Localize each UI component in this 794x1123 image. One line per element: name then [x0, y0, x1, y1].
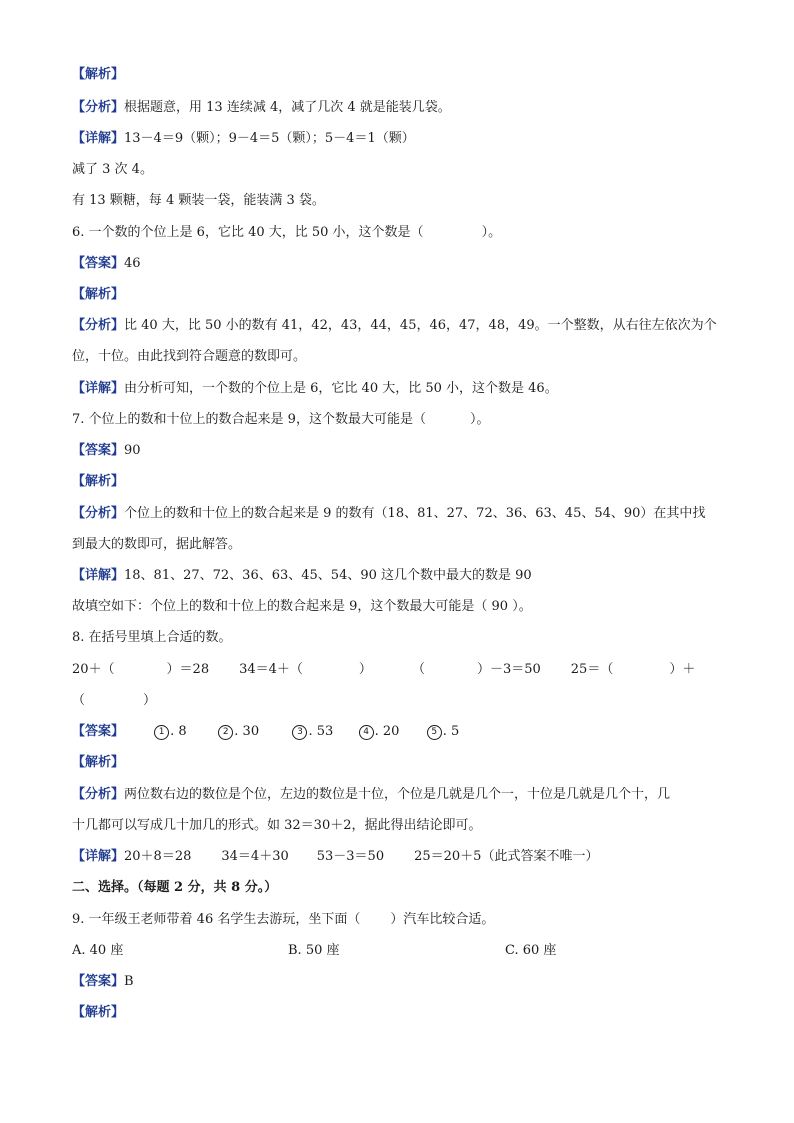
q6-answer-line [72, 255, 141, 273]
circled-number-icon: 2 [218, 725, 233, 740]
q7-answer: 90 [124, 443, 141, 458]
q8-answer-4: 4 . 20 [359, 723, 423, 741]
q7-question [72, 411, 489, 429]
q9-option-a: A. 40 座 [72, 943, 124, 958]
q9-answer-line [72, 973, 134, 991]
section-heading: 二、选择。（每题 2 分，共 8 分。） [72, 880, 278, 895]
q8-equations-line2: （ ） [72, 693, 157, 708]
fenxi-tag: 【分析】 [72, 506, 125, 521]
q8-eq2: 34＝4＋（ ） [239, 662, 372, 677]
q8-fenxi-text-1: 两位数右边的数位是个位，左边的数位是十位，个位是几就是几个一，十位是几就是几个十，几 [124, 787, 671, 802]
q8-eq3: （ ）－3＝50 [411, 662, 541, 677]
q9-question-end: ）汽车比较合适。 [390, 912, 495, 927]
q5-fenxi-text: 根据题意，用 13 连续减 4，减了几次 4 就是能装几袋。 [124, 100, 451, 115]
q7-xiangjie-text: 18、81、27、72、36、63、45、54、90 这几个数中最大的数是 90 [124, 568, 532, 583]
q7-question-end: ）。 [469, 412, 490, 427]
q8-xj-4: 25＝20＋5（此式答案不唯一） [414, 849, 599, 864]
daan-tag: 【答案】 [72, 974, 125, 989]
jiexi-tag: 【解析】 [72, 1005, 125, 1020]
q8-xj-1: 20＋8＝28 [124, 849, 192, 864]
xiangjie-tag: 【详解】 [72, 568, 125, 583]
q7-question-text: 7. 个位上的数和十位上的数合起来是 9，这个数最大可能是（ [72, 412, 426, 427]
q8-answer-2: 2 . 30 [218, 723, 288, 741]
jiexi-tag: 【解析】 [72, 474, 125, 489]
q7-xiangjie-line [72, 567, 532, 585]
q8-fenxi-line [72, 786, 670, 804]
q8-answer-5: 5 . 5 [427, 723, 487, 741]
q9-jiexi-line [72, 1004, 124, 1022]
q5-jiexi-line [72, 66, 124, 84]
q8-answer-line [72, 723, 487, 741]
q7-conclusion: 故填空如下：个位上的数和十位上的数合起来是 9，这个数最大可能是（ 90 ）。 [72, 599, 532, 614]
fenxi-tag: 【分析】 [72, 318, 125, 333]
q8-equations-line [72, 661, 695, 679]
q9-question [72, 911, 494, 929]
q6-fenxi-text-1: 比 40 大，比 50 小的数有 41，42，43，44，45，46，47，48，49。一个整数，从右往左依次为个 [124, 318, 717, 333]
q6-xiangjie-line [72, 380, 558, 398]
q7-fenxi-text-1: 个位上的数和十位上的数合起来是 9 的数有（18、81、27、72、36、63、45、54、90）在其中找 [124, 506, 706, 521]
q9-option-b: B. 50 座 [288, 943, 340, 958]
q5-text-line2: 有 13 颗糖，每 4 颗装一袋，能装满 3 袋。 [72, 193, 325, 208]
q9-question-text: 9. 一年级王老师带着 46 名学生去游玩，坐下面（ [72, 912, 361, 927]
circled-number-icon: 1 [154, 725, 169, 740]
q6-question-text: 6. 一个数的个位上是 6，它比 40 大，比 50 小，这个数是（ [72, 225, 424, 240]
fenxi-tag: 【分析】 [72, 100, 125, 115]
q7-answer-line [72, 442, 141, 460]
jiexi-tag: 【解析】 [72, 755, 125, 770]
q8-xj-2: 34＝4＋30 [221, 849, 289, 864]
q8-answer-1: 1 . 8 [154, 723, 214, 741]
xiangjie-tag: 【详解】 [72, 381, 125, 396]
q8-jiexi-line [72, 754, 124, 772]
q5-text-line1: 减了 3 次 4。 [72, 162, 153, 177]
q7-fenxi-line [72, 505, 705, 523]
q5-xiangjie-text: 13－4＝9（颗）；9－4＝5（颗）；5－4＝1（颗） [124, 131, 415, 146]
q8-xj-3: 53－3＝50 [316, 849, 385, 864]
q6-jiexi-line [72, 286, 124, 304]
fenxi-tag: 【分析】 [72, 787, 125, 802]
q6-answer: 46 [124, 256, 141, 271]
q8-question: 8. 在括号里填上合适的数。 [72, 630, 232, 645]
daan-tag: 【答案】 [72, 256, 125, 271]
circled-number-icon: 3 [292, 725, 307, 740]
jiexi-tag: 【解析】 [72, 67, 125, 82]
daan-tag: 【答案】 [72, 724, 125, 739]
q6-fenxi-line [72, 317, 717, 335]
q6-question-end: ）。 [481, 225, 502, 240]
q5-fenxi-line [72, 99, 451, 117]
q7-fenxi-line2: 到最大的数即可，据此解答。 [72, 537, 242, 552]
jiexi-tag: 【解析】 [72, 287, 125, 302]
daan-tag: 【答案】 [72, 443, 125, 458]
circled-number-icon: 4 [359, 725, 374, 740]
q6-fenxi-line2: 位，十位。由此找到符合题意的数即可。 [72, 349, 307, 364]
q9-answer: B [124, 974, 134, 989]
q8-answer-3: 3 . 53 [292, 723, 354, 741]
circled-number-icon: 5 [427, 725, 442, 740]
q6-xiangjie-text: 由分析可知，一个数的个位上是 6，它比 40 大，比 50 小，这个数是 46。 [124, 381, 558, 396]
xiangjie-tag: 【详解】 [72, 849, 125, 864]
q8-eq1: 20＋（ ）＝28 [72, 662, 210, 677]
q8-eq4: 25＝（ ）＋ [570, 662, 696, 677]
q8-fenxi-line2: 十几都可以写成几十加几的形式。如 32＝30＋2，据此得出结论即可。 [72, 818, 482, 833]
q5-xiangjie-line [72, 130, 415, 148]
q6-question [72, 224, 501, 242]
q9-option-c: C. 60 座 [505, 943, 557, 958]
xiangjie-tag: 【详解】 [72, 131, 125, 146]
q7-jiexi-line [72, 473, 124, 491]
q8-xiangjie-line [72, 848, 598, 866]
